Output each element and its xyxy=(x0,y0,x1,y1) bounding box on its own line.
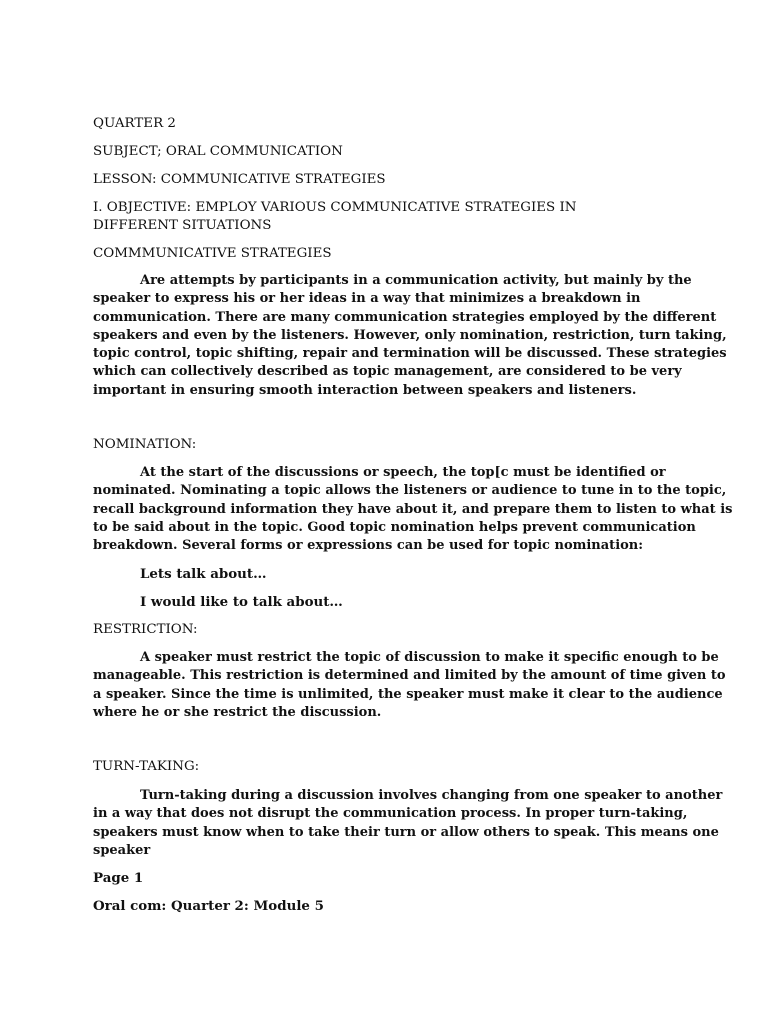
intro-line: speakers and even by the listeners. However, only nomination, restriction, turn taking, xyxy=(93,327,727,343)
lesson-heading: LESSON: COMMUNICATIVE STRATEGIES xyxy=(93,172,386,187)
intro-line: speaker to express his or her ideas in a way that minimizes a breakdown in xyxy=(93,291,641,307)
nomination-line: recall background information they have about it, and prepare them to listen to what is xyxy=(93,501,733,517)
intro-line: topic control, topic shifting, repair and termination will be discussed. These strategies xyxy=(93,346,727,362)
intro-line: Are attempts by participants in a communication activity, but mainly by the xyxy=(140,273,692,288)
restriction-heading: RESTRICTION: xyxy=(93,622,198,637)
objective-line-1: I. OBJECTIVE: EMPLOY VARIOUS COMMUNICATIVE STRATEGIES IN xyxy=(93,200,577,215)
turn-taking-paragraph xyxy=(93,787,723,860)
restriction-line: where he or she restrict the discussion. xyxy=(93,704,382,720)
turn-taking-line: in a way that does not disrupt the communication process. In proper turn-taking, xyxy=(93,806,688,822)
intro-line: communication. There are many communication strategies employed by the different xyxy=(93,309,717,325)
restriction-line: a speaker. Since the time is unlimited, the speaker must make it clear to the audience xyxy=(93,686,723,702)
nomination-example-2: I would like to talk about… xyxy=(140,594,343,610)
objective-line-2: DIFFERENT SITUATIONS xyxy=(93,218,272,233)
nomination-line: At the start of the discussions or speech, the top[c must be identified or xyxy=(140,465,666,480)
nomination-heading: NOMINATION: xyxy=(93,437,197,452)
intro-line: important in ensuring smooth interaction between speakers and listeners. xyxy=(93,382,637,398)
nomination-line: breakdown. Several forms or expressions can be used for topic nomination: xyxy=(93,538,644,554)
turn-taking-line: speaker xyxy=(93,842,151,858)
restriction-line: A speaker must restrict the topic of discussion to make it specific enough to be xyxy=(140,650,719,665)
intro-paragraph xyxy=(93,272,727,400)
nomination-example-1: Lets talk about… xyxy=(140,566,267,582)
nomination-line: to be said about in the topic. Good topic nomination helps prevent communication xyxy=(93,519,696,535)
subject-heading: SUBJECT; ORAL COMMUNICATION xyxy=(93,144,343,159)
turn-taking-heading: TURN-TAKING: xyxy=(93,759,200,774)
nomination-paragraph xyxy=(93,464,733,555)
restriction-paragraph xyxy=(93,649,726,722)
module-label: Oral com: Quarter 2: Module 5 xyxy=(93,898,324,914)
turn-taking-line: Turn-taking during a discussion involves changing from one speaker to another xyxy=(140,788,723,803)
page-number: Page 1 xyxy=(93,870,144,886)
quarter-heading: QUARTER 2 xyxy=(93,116,176,131)
restriction-line: manageable. This restriction is determined and limited by the amount of time given to xyxy=(93,668,726,684)
intro-line: which can collectively described as topic management, are considered to be very xyxy=(93,364,682,380)
section-title: COMMMUNICATIVE STRATEGIES xyxy=(93,246,332,261)
turn-taking-line: speakers must know when to take their turn or allow others to speak. This means one xyxy=(93,824,719,840)
nomination-line: nominated. Nominating a topic allows the listeners or audience to tune in to the topic, xyxy=(93,483,727,499)
